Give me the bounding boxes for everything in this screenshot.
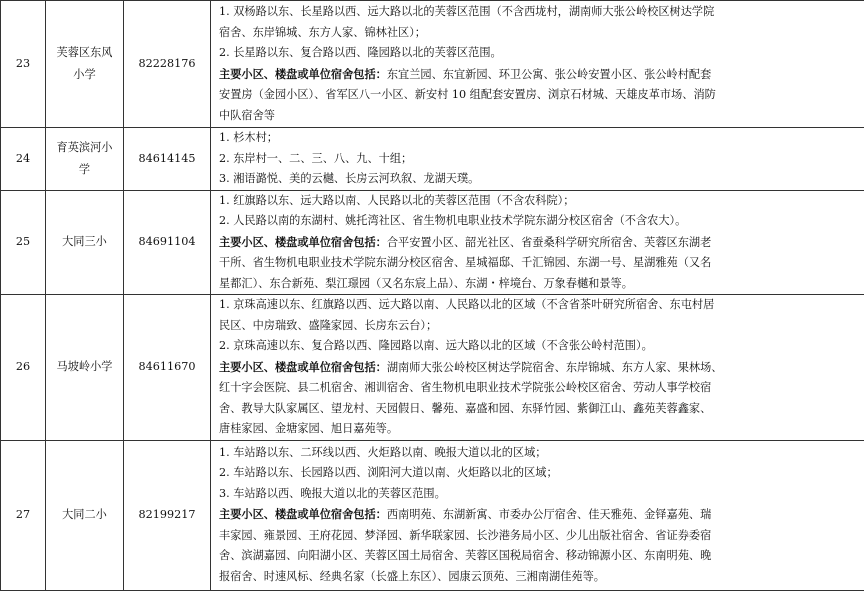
area-line <box>219 295 862 316</box>
area-line <box>219 419 862 440</box>
area-text: 湖南师大张公岭校区树达学院宿舍、东岸锦城、东方人家、果林场、 <box>387 361 723 374</box>
school-name-line: 学 <box>50 159 119 181</box>
area-text: 3. 车站路以西、晚报大道以北的芙蓉区范围。 <box>219 487 446 500</box>
row-number: 27 <box>1 440 46 590</box>
school-name-line: 大同二小 <box>50 504 119 526</box>
table-row <box>1 128 864 191</box>
area-line <box>219 106 862 127</box>
school-name-line: 大同三小 <box>50 231 119 253</box>
row-number: 23 <box>1 1 46 128</box>
area-text: 唐桂家园、金塘家园、旭日嘉苑等。 <box>219 422 398 435</box>
area-line <box>219 463 862 484</box>
area-text: 2. 长星路以东、复合路以西、隆园路以北的芙蓉区范围。 <box>219 46 502 59</box>
contact-phone: 84691104 <box>124 190 211 295</box>
enrollment-area <box>211 1 864 128</box>
area-line <box>219 504 862 526</box>
area-text: 1. 双杨路以东、长星路以西、远大路以北的芙蓉区范围（不含西垅村，湖南师大张公岭校区树达学院 <box>219 5 714 18</box>
area-text: 宿舍、东岸锦城、东方人家、锦林社区）； <box>219 26 426 39</box>
area-line <box>219 169 862 190</box>
contact-phone: 82228176 <box>124 1 211 128</box>
area-text: 东宜兰园、东宜新园、环卫公寓、张公岭安置小区、张公岭村配套 <box>387 68 711 81</box>
area-line <box>219 526 862 547</box>
area-label: 主要小区、楼盘或单位宿舍包括： <box>219 235 387 249</box>
enrollment-area <box>211 440 864 590</box>
area-line <box>219 211 862 232</box>
area-text: 2. 东岸村一、二、三、八、九、十组； <box>219 152 412 165</box>
area-text: 1. 杉木村； <box>219 131 278 144</box>
area-line <box>219 484 862 505</box>
area-text: 1. 车站路以东、二环线以西、火炬路以南、晚报大道以北的区域； <box>219 446 546 459</box>
area-text: 干所、省生物机电职业技术学院东湖分校区宿舍、星城福邸、千汇锦园、东湖一号、星湖雅苑（又名 <box>219 256 711 269</box>
area-text: 舍、滨湖嘉园、向阳湖小区、芙蓉区国土局宿舍、芙蓉区国税局宿舍、移动锦源小区、东南明苑、晚 <box>219 549 711 562</box>
school-name <box>46 440 124 590</box>
area-label: 主要小区、楼盘或单位宿舍包括： <box>219 360 387 374</box>
enrollment-area <box>211 295 864 441</box>
area-text: 安置房（金园小区）、省军区八一小区、新安村 10 组配套安置房、浏京石材城、天雄皮革市场、消防 <box>219 88 716 101</box>
enrollment-area <box>211 128 864 191</box>
school-name <box>46 295 124 441</box>
school-name <box>46 128 124 191</box>
school-name-line: 马坡岭小学 <box>50 356 119 378</box>
area-text: 中队宿舍等 <box>219 109 275 122</box>
area-text: 红十字会医院、县二机宿舍、湘训宿舍、省生物机电职业技术学院张公岭校区宿舍、劳动人事学校宿 <box>219 381 711 394</box>
school-name-line: 小学 <box>50 64 119 86</box>
contact-phone: 82199217 <box>124 440 211 590</box>
school-name <box>46 190 124 295</box>
area-line <box>219 253 862 274</box>
contact-phone: 84614145 <box>124 128 211 191</box>
area-label: 主要小区、楼盘或单位宿舍包括： <box>219 67 387 81</box>
area-line <box>219 128 862 149</box>
area-text: 报宿舍、时速风标、经典名家（长盛上东区）、园康云顶苑、三湘南湖佳苑等。 <box>219 570 605 583</box>
area-text: 舍、教导大队家属区、望龙村、天园假日、馨苑、嘉盛和园、东驿竹园、紫御江山、鑫苑芙蓉鑫家、 <box>219 402 711 415</box>
area-line <box>219 2 862 23</box>
area-line <box>219 232 862 254</box>
area-line <box>219 399 862 420</box>
area-text: 2. 人民路以南的东湖村、姚托湾社区、省生物机电职业技术学院东湖分校区宿舍（不含农大）。 <box>219 214 686 227</box>
area-line <box>219 336 862 357</box>
area-line <box>219 43 862 64</box>
area-text: 丰家园、雍景园、王府花园、梦泽园、新华联家园、长沙港务局小区、少儿出版社宿舍、省证券委宿 <box>219 529 711 542</box>
area-text: 2. 京珠高速以东、复合路以西、隆园路以南、远大路以北的区域（不含张公岭村范围）。 <box>219 339 653 352</box>
row-number: 25 <box>1 190 46 295</box>
row-number: 26 <box>1 295 46 441</box>
area-line <box>219 316 862 337</box>
area-text: 2. 车站路以东、长园路以西、浏阳河大道以南、火炬路以北的区域； <box>219 466 558 479</box>
school-name <box>46 1 124 128</box>
area-line <box>219 546 862 567</box>
enrollment-area <box>211 190 864 295</box>
table-row <box>1 190 864 295</box>
area-line <box>219 443 862 464</box>
school-name-line: 育英滨河小 <box>50 137 119 159</box>
area-line <box>219 191 862 212</box>
contact-phone: 84611670 <box>124 295 211 441</box>
table-row <box>1 1 864 128</box>
area-text: 西南明苑、东湖新寓、市委办公厅宿舍、佳天雅苑、金铎嘉苑、瑞 <box>387 508 711 521</box>
table-row <box>1 295 864 441</box>
area-text: 合平安置小区、韶光社区、省蚕桑科学研究所宿舍、芙蓉区东湖老 <box>387 236 711 249</box>
area-line <box>219 567 862 588</box>
area-line <box>219 149 862 170</box>
area-text: 1. 红旗路以东、远大路以南、人民路以北的芙蓉区范围（不含农科院）； <box>219 194 574 207</box>
area-text: 3. 湘语潞悦、美的云樾、长房云河玖叙、龙湖天璞。 <box>219 172 479 185</box>
area-label: 主要小区、楼盘或单位宿舍包括： <box>219 507 387 521</box>
area-line <box>219 378 862 399</box>
area-text: 民区、中房瑞致、盛隆家园、长房东云台）； <box>219 319 437 332</box>
area-text: 1. 京珠高速以东、红旗路以西、远大路以南、人民路以北的区域（不含省茶叶研究所宿舍、东屯村居 <box>219 298 714 311</box>
area-line <box>219 23 862 44</box>
area-line <box>219 274 862 295</box>
table-row <box>1 440 864 590</box>
area-line <box>219 357 862 379</box>
area-line <box>219 64 862 86</box>
school-name-line: 芙蓉区东风 <box>50 42 119 64</box>
area-text: 星都汇）、东合新苑、梨江璟园（又名东宸上品）、东湖・梓境台、万象春樾和景等。 <box>219 277 633 290</box>
row-number: 24 <box>1 128 46 191</box>
table-body <box>1 1 864 591</box>
area-line <box>219 85 862 106</box>
